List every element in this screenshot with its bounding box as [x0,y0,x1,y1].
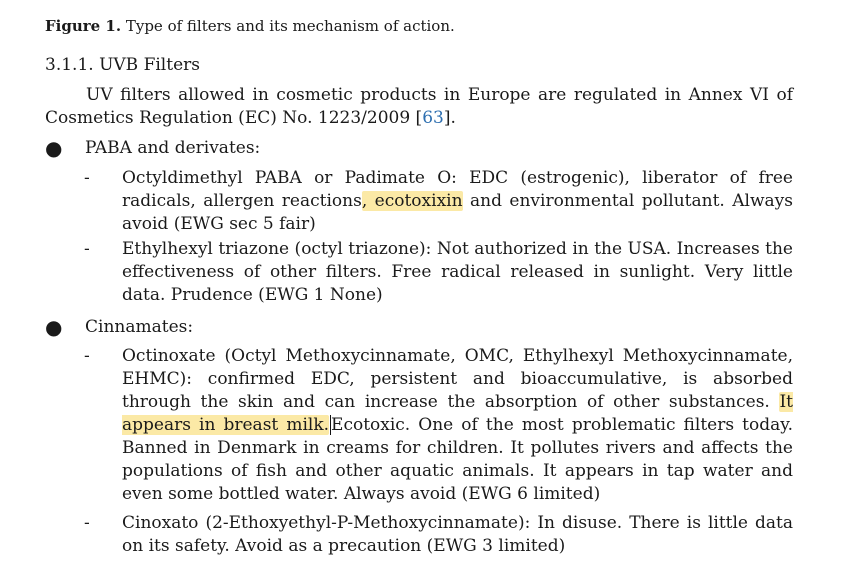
bullet-icon: ● [45,136,63,160]
item-text-rest: Ecotoxic. One of the most problematic filters today. Banned in Denmark in creams for children. It pollutes rivers and affects the populations of fish and other aquatic animals. It appears in tap water and even some bottled water. Always avoid (EWG 6 limited) [122,415,793,504]
section-heading: 3.1.1. UVB Filters [45,55,200,75]
figure-caption-text: Type of filters and its mechanism of action. [121,17,455,35]
figure-label: Figure 1. [45,17,122,35]
dash-marker: - [84,239,90,259]
item-text: Cinoxato (2-Ethoxyethyl-P-Methoxycinnamate): In disuse. There is little data on its safety. Avoid as a precaution (EWG 3 limited) [122,513,793,556]
dash-marker: - [84,513,90,533]
item-text-rest: and environmental pollutant. Always avoid (EWG sec 5 fair) [122,191,794,234]
item-text: Octinoxate (Octyl Methoxycinnamate, OMC, Ethylhexyl Methoxycinnamate, EHMC): confirmed EDC, persistent and bioaccumulative, is absorbed through the skin and can increase the absorption of other substances. [122,346,793,412]
dash-marker: - [84,168,90,188]
bullet-label: PABA and derivates: [85,138,261,158]
figure-caption [45,16,455,36]
bullet-icon: ● [45,315,63,339]
intro-paragraph [45,84,793,130]
bullet-label: Cinnamates: [85,317,194,337]
intro-end: ]. [443,108,456,128]
item-text: Ethylhexyl triazone (octyl triazone): Not authorized in the USA. Increases the effectiveness of other filters. Free radical released in sunlight. Very little data. Prudence (EWG 1 None) [122,239,793,305]
intro-text: UV filters allowed in cosmetic products in Europe are regulated in Annex VI of Cosmetics Regulation (EC) No. 1223/2009 [ [45,85,793,128]
dash-marker: - [84,346,90,366]
highlighted-text[interactable]: , ecotoxixin [361,191,463,211]
citation-link[interactable]: 63 [422,108,444,128]
item-text: Octyldimethyl PABA or Padimate O: EDC (estrogenic), liberator of free radicals, allergen reactions [122,168,793,211]
highlighted-text[interactable]: It appears in breast milk. [122,392,793,435]
